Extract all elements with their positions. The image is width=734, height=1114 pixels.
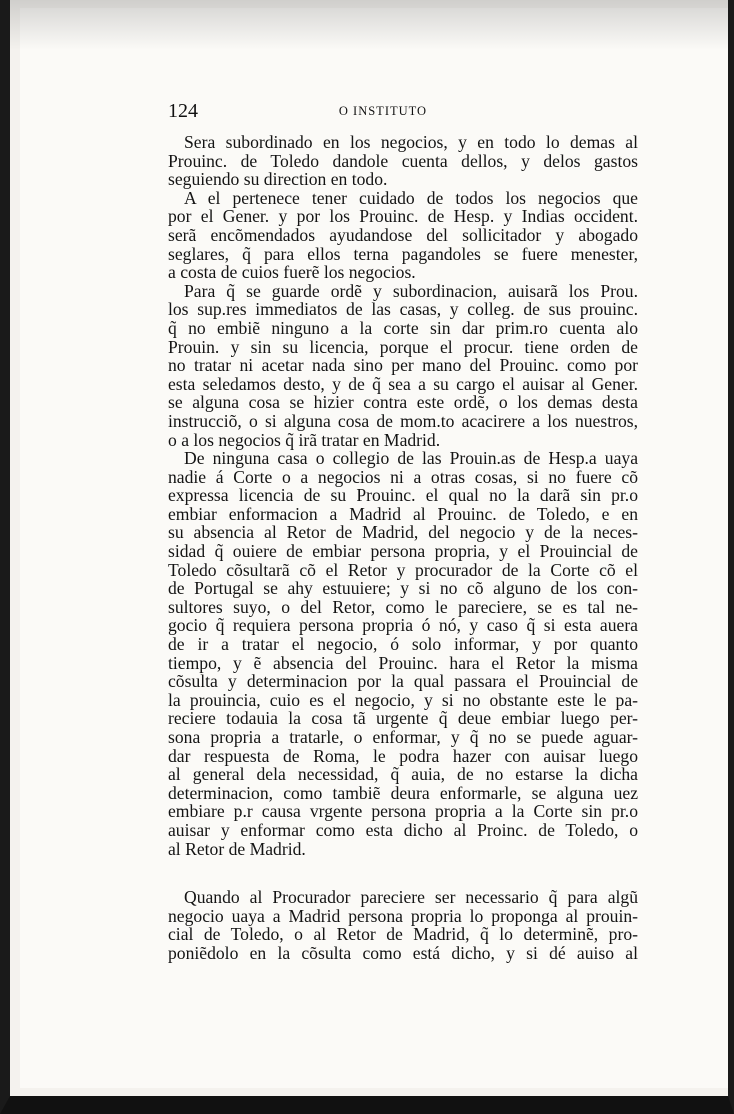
page-number: 124 (168, 100, 198, 122)
text-line: se alguna cosa se hizier contra este ordẽ, o los demas desta (168, 392, 638, 413)
paragraph (168, 449, 638, 858)
text-line: tiempo, y ẽ absencia del Prouinc. hara el Retor la misma (168, 652, 638, 673)
paragraph-gap (168, 858, 638, 888)
text-line: por el Gener. y por los Prouinc. de Hesp. y Indias occident. (168, 206, 638, 227)
text-line: De ninguna casa o collegio de las Prouin.as de Hesp.a uaya (184, 448, 638, 469)
text-line: esta seledamos desto, y de q̃ sea a su cargo el auisar al Gener. (168, 373, 638, 394)
body-text (168, 133, 638, 963)
text-line: q̃ no embiẽ ninguno a la corte sin dar prim.ro cuenta alo (168, 317, 638, 338)
text-line: cial de Toledo, o al Retor de Madrid, q̃ lo determinẽ, pro- (168, 924, 638, 945)
text-line: seglares, q̃ para ellos terna pagandoles se fuere menester, (168, 243, 638, 264)
text-line: Para q̃ se guarde ordẽ y subordinacion, auisarã los Prou. (184, 280, 638, 301)
text-line: su absencia al Retor de Madrid, del negocio y de la neces- (168, 522, 638, 543)
text-line: a costa de cuios fuerẽ los negocios. (168, 262, 416, 283)
running-title: O INSTITUTO (338, 104, 428, 118)
text-line: auisar y enformar como esta dicho al Proinc. de Toledo, o (168, 819, 638, 840)
text-line: Prouinc. de Toledo dandole cuenta dellos, y delos gastos (168, 150, 638, 171)
text-line: Toledo cõsultarã cõ el Retor y procurador de la Corte cõ el (168, 559, 638, 580)
text-line: sidad q̃ ouiere de embiar persona propria, y el Prouincial de (168, 541, 638, 562)
text-line: instrucciõ, o si alguna cosa de mom.to acacirere a los nuestros, (168, 410, 638, 431)
text-line: embiar enformacion a Madrid al Prouinc. de Toledo, e en (168, 503, 638, 524)
text-line: poniẽdolo en la cõsulta como está dicho, y si dé auiso al (168, 942, 638, 963)
text-line: dar respuesta de Roma, le podra hazer con auisar luego (168, 745, 638, 766)
text-line: la prouincia, cuio es el negocio, y si no obstante este le pa- (168, 689, 638, 710)
paragraph (168, 133, 638, 189)
paragraph (168, 888, 638, 962)
text-line: cõsulta y determinacion por la qual passara el Prouincial de (168, 671, 638, 692)
text-line: de ir a tratar el negocio, ó solo informar, y por quanto (168, 634, 638, 655)
text-line: al general dela necessidad, q̃ auia, de no estarse la dicha (168, 764, 638, 785)
text-line: embiare p.r causa vrgente persona propria a la Corte sin pr.o (168, 801, 638, 822)
text-line: sona propria a tratarle, o enformar, y q̃ no se puede aguar- (168, 727, 638, 747)
text-line: serã encõmendados ayudandose del sollicitador y abogado (168, 224, 638, 245)
text-line: Sera subordinado en los negocios, y en todo lo demas al (184, 132, 638, 152)
text-line: Prouin. y sin su licencia, porque el procur. tiene orden de (168, 336, 638, 357)
text-line: A el pertenece tener cuidado de todos los negocios que (184, 187, 638, 208)
text-line: o a los negocios q̃ irã tratar en Madrid. (168, 429, 441, 450)
text-line: sultores suyo, o del Retor, como le pareciere, se es tal ne- (168, 596, 638, 617)
paragraph (168, 189, 638, 282)
text-line: al Retor de Madrid. (168, 838, 306, 859)
text-line: negocio uaya a Madrid persona propria lo proponga al prouin- (168, 905, 638, 926)
text-line: gocio q̃ requiera persona propria ó nó, y caso q̃ si esta auera (168, 615, 638, 636)
page-header (168, 100, 638, 124)
text-line: determinacion, como tambiẽ deura enformarle, se alguna uez (168, 782, 638, 803)
text-line: de Portugal se ahy estuuiere; y si no cõ alguno de los con- (168, 578, 638, 599)
text-line: los sup.res immediatos de las casas, y colleg. de sus prouinc. (168, 299, 638, 320)
text-line: expressa licencia de su Prouinc. el qual no la darã sin pr.o (168, 485, 638, 506)
text-line: nadie á Corte o a negocios ni a otras cosas, si no fuere cõ (168, 466, 638, 487)
scan-shadow (10, 0, 734, 50)
text-line: reciere todauia la cosa tã urgente q̃ deue embiar luego per- (168, 708, 638, 729)
text-line: Quando al Procurador pareciere ser necessario q̃ para algũ (184, 887, 638, 908)
text-line: seguiendo su direction en todo. (168, 169, 388, 190)
text-line: no tratar ni acetar nada sino per mano del Prouinc. como por (168, 355, 638, 376)
paragraph (168, 282, 638, 449)
